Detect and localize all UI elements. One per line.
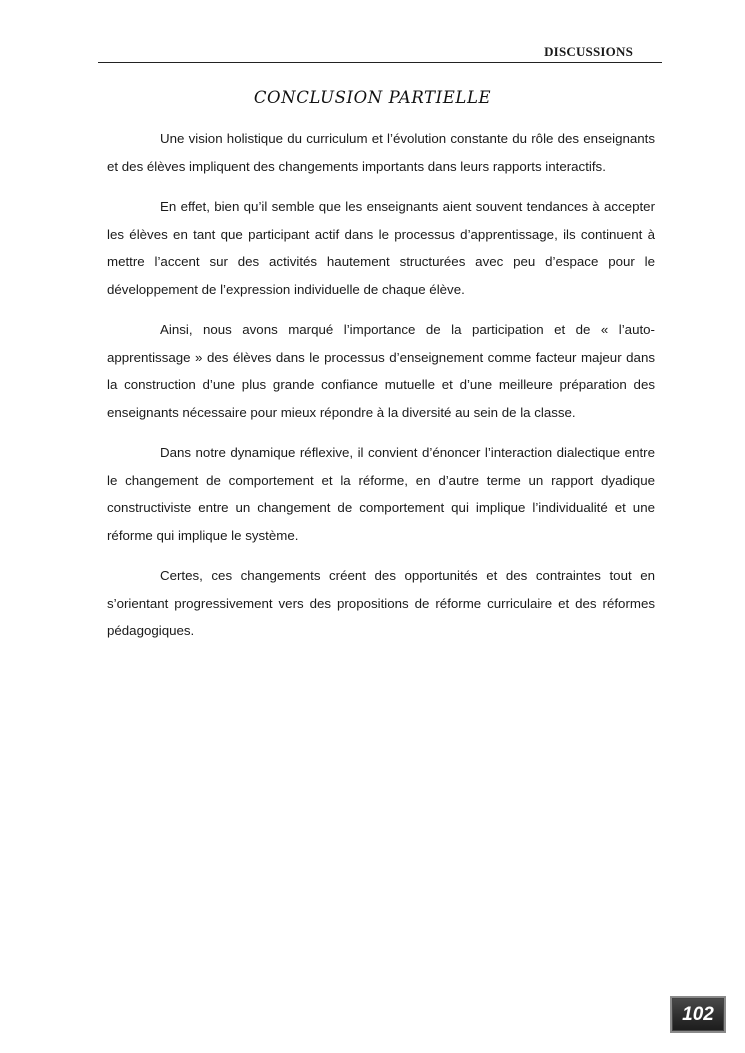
- header-rule: [98, 62, 662, 63]
- paragraph: Ainsi, nous avons marqué l’importance de la participation et de « l’auto-apprentissage » des élèves dans le processus d’enseignement comme facteur majeur dans la construction d’une plus grande confiance mutuelle et d’une meilleure préparation des enseignants nécessaire pour mieux répondre à la diversité au sein de la classe.: [107, 322, 655, 420]
- page-number: 102: [682, 1003, 714, 1025]
- paragraph: Certes, ces changements créent des opportunités et des contraintes tout en s’orientant progressivement vers des propositions de réforme curriculaire et des réformes pédagogiques.: [107, 568, 655, 638]
- paragraph: Une vision holistique du curriculum et l’évolution constante du rôle des enseignants et des élèves impliquent des changements importants dans leurs rapports interactifs.: [107, 131, 655, 174]
- paragraph: En effet, bien qu’il semble que les enseignants aient souvent tendances à accepter les élèves en tant que participant actif dans le processus d’apprentissage, ils continuent à mettre l’accent sur des activités hautement structurées avec peu d’espace pour le développement de l’expression individuelle de chaque élève.: [107, 199, 655, 297]
- section-title: CONCLUSION PARTIELLE: [253, 88, 492, 107]
- body-text: [107, 125, 655, 658]
- paragraph: Dans notre dynamique réflexive, il convient d’énoncer l’interaction dialectique entre le changement de comportement et la réforme, en d’autre terme un rapport dyadique constructiviste entre un changement de comportement qui implique l’individualité et une réforme qui implique le système.: [107, 445, 655, 543]
- page-number-box: [670, 996, 726, 1033]
- running-header: DISCUSSIONS: [544, 44, 633, 59]
